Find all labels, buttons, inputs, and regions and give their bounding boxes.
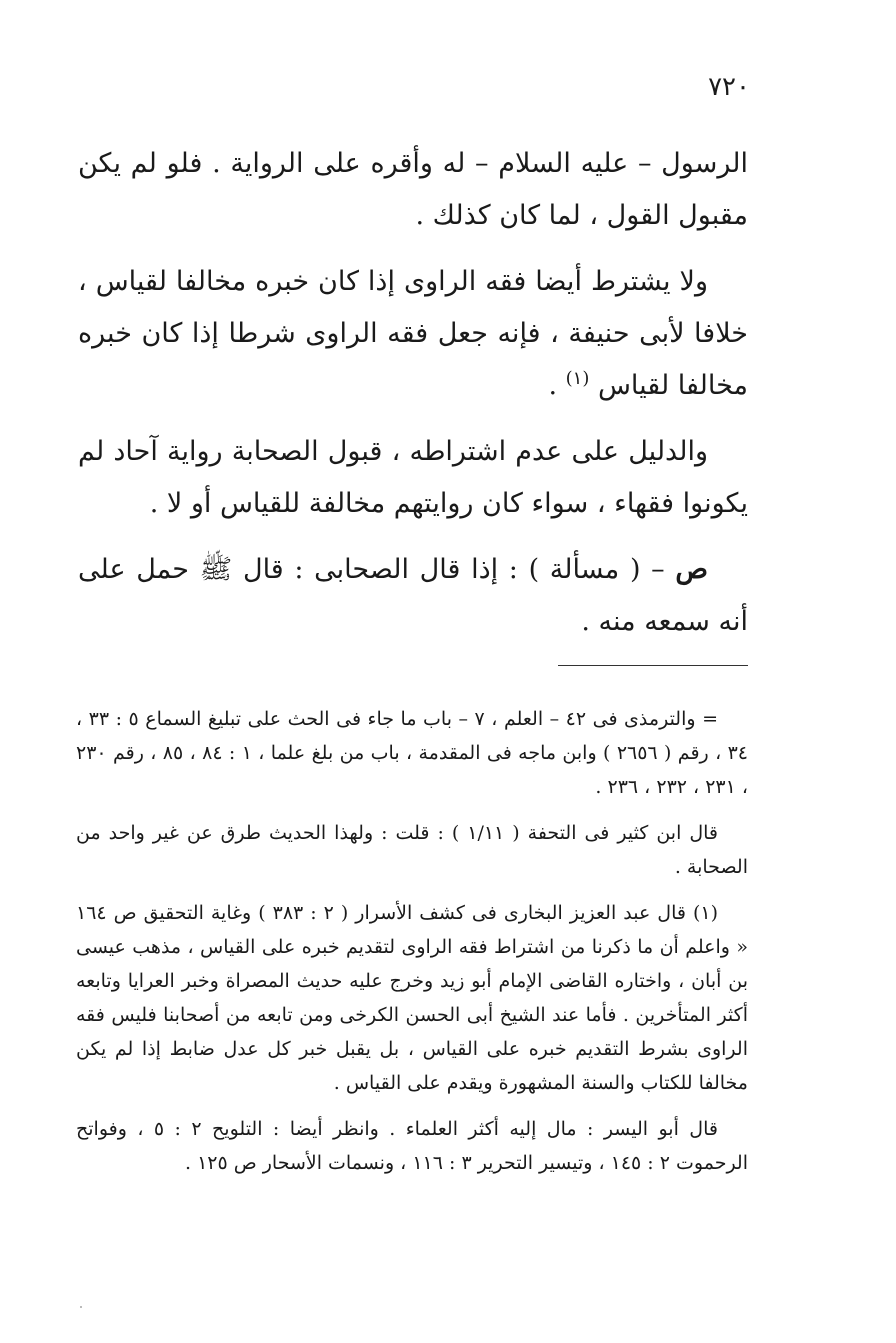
footnote-abu-alyusr: قال أبو اليسر : مال إليه أكثر العلماء . وانظر أيضا : التلويح ٢ : ٥ ، وفواتح الرحموت ٢ : ١٤٥ ، وتيسير التحرير ٣ : ١١٦ ، ونسمات الأسحار ص ١٢٥ . [76,1118,748,1174]
paragraph-3: والدليل على عدم اشتراطه ، قبول الصحابة رواية آحاد لم يكونوا فقهاء ، سواء كان روايتهم مخالفة للقياس أو لا . [78,436,748,519]
scan-speck [80,1306,82,1308]
footnote-separator [558,665,748,666]
footnote-ref-1: (١) [565,368,590,389]
paragraph-2 [78,256,748,412]
section-marker: ص [675,554,708,585]
footnote-1: (١) قال عبد العزيز البخارى فى كشف الأسرار ( ٢ : ٣٨٣ ) وغاية التحقيق ص ١٦٤ « واعلم أن ما ذكرنا من اشتراط فقه الراوى لتقديم خبره على القياس ، مذهب عيسى بن أبان ، واختاره القاضى الإمام أبو زيد وخرج عليه حديث المصراة وخبر العرايا وتابعه أكثر المتأخرين . فأما عند الشيخ أبى الحسن الكرخى ومن تابعه من أصحابنا فليس فقه الراوى بشرط التقديم خبره على القياس ، بل يقبل خبر كل عدل ضابط إذا لم يكن مخالفا للكتاب والسنة المشهورة ويقدم على القياس . [76,902,748,1094]
footnote-ibn-kathir: قال ابن كثير فى التحفة ( ١/١١ ) : قلت : ولهذا الحديث طرق عن غير واحد من الصحابة . [76,822,748,878]
page-number: ٧٢٠ [708,72,750,102]
paragraph-4 [78,544,748,648]
footnotes [76,702,748,1192]
paragraph-2-end: . [548,370,566,401]
paragraph-1: الرسول – عليه السلام – له وأقره على الرواية . فلو لم يكن مقبول القول ، لما كان كذلك . [78,148,748,231]
paragraph-2-text: ولا يشترط أيضا فقه الراوى إذا كان خبره مخالفا لقياس ، خلافا لأبى حنيفة ، فإنه جعل فقه الراوى شرطا إذا كان خبره مخالفا لقياس [78,266,748,401]
paragraph-4-text: – ( مسألة ) : إذا قال الصحابى : قال ﷺ حمل على أنه سمعه منه . [78,554,748,637]
main-text [78,138,748,662]
footnote-continued: = والترمذى فى ٤٢ – العلم ، ٧ – باب ما جاء فى الحث على تبليغ السماع ٥ : ٣٣ ، ٣٤ ، رقم ( ٢٦٥٦ ) وابن ماجه فى المقدمة ، باب من بلغ علما ، ١ : ٨٤ ، ٨٥ ، رقم ٢٣٠ ، ٢٣١ ، ٢٣٢ ، ٢٣٦ . [76,708,749,798]
